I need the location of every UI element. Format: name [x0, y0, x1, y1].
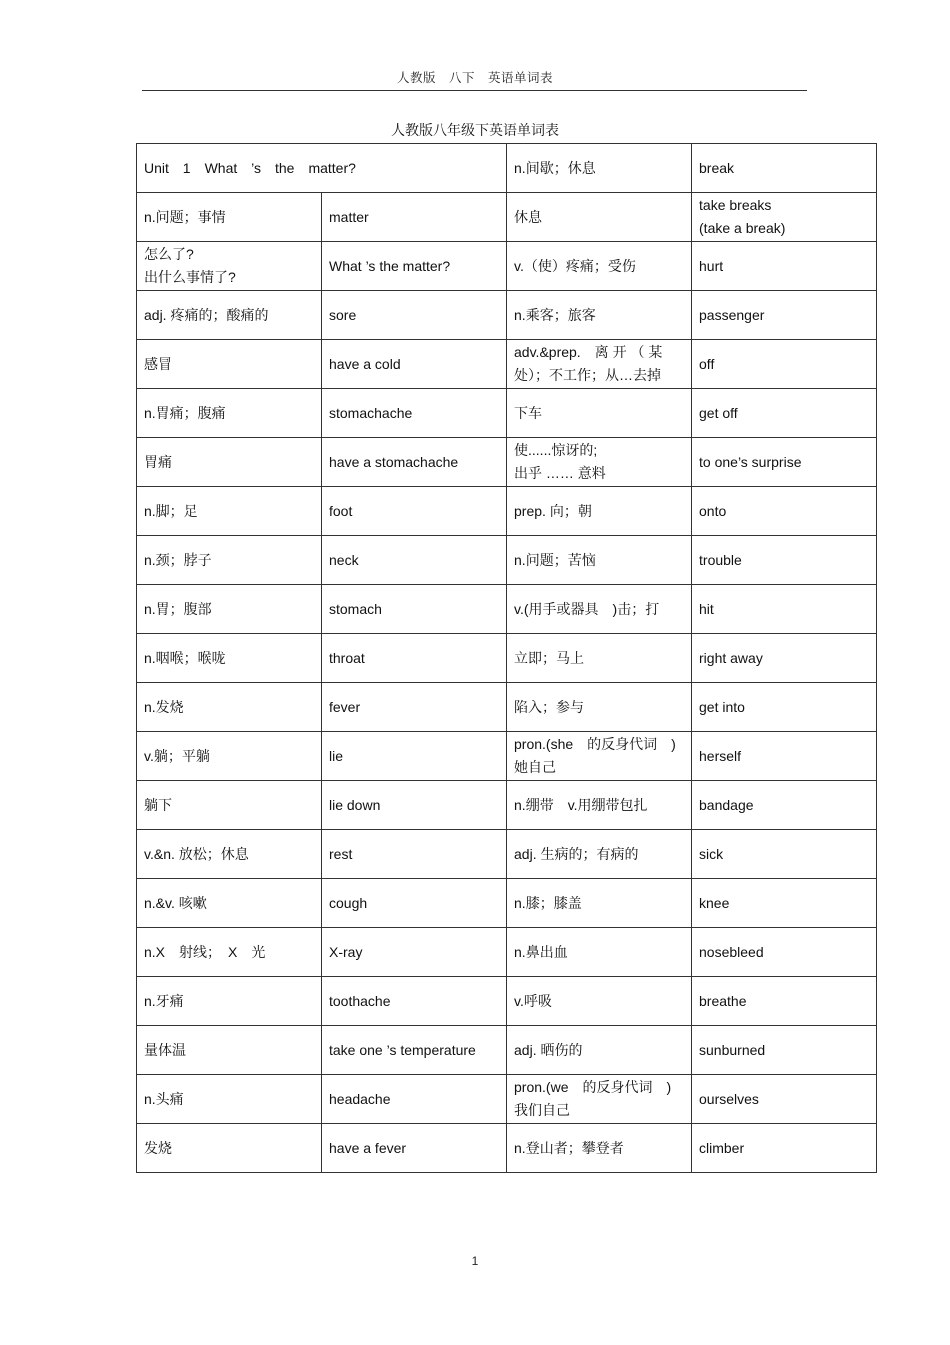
english-word-cell: hurt — [692, 242, 877, 291]
english-word-cell: neck — [322, 536, 507, 585]
chinese-meaning-cell: v.呼吸 — [507, 977, 692, 1026]
chinese-meaning-cell: n.头痛 — [137, 1075, 322, 1124]
english-word-cell: lie — [322, 732, 507, 781]
english-word-cell: toothache — [322, 977, 507, 1026]
english-word-cell: have a cold — [322, 340, 507, 389]
english-word-cell: herself — [692, 732, 877, 781]
chinese-meaning-cell: adj. 疼痛的；酸痛的 — [137, 291, 322, 340]
english-word-cell: headache — [322, 1075, 507, 1124]
chinese-meaning-cell: adj. 生病的；有病的 — [507, 830, 692, 879]
english-word-cell: ourselves — [692, 1075, 877, 1124]
chinese-meaning-cell: n.&v. 咳嗽 — [137, 879, 322, 928]
table-row — [137, 683, 877, 732]
english-word-cell: stomachache — [322, 389, 507, 438]
english-word-cell: hit — [692, 585, 877, 634]
english-word-cell: take breaks (take a break) — [692, 193, 877, 242]
chinese-meaning-cell: n.胃；腹部 — [137, 585, 322, 634]
chinese-meaning-cell: n.咽喉；喉咙 — [137, 634, 322, 683]
english-word-cell: sunburned — [692, 1026, 877, 1075]
english-word-cell: get into — [692, 683, 877, 732]
table-row — [137, 487, 877, 536]
table-row — [137, 977, 877, 1026]
table-row — [137, 781, 877, 830]
chinese-meaning-cell: v.（使）疼痛；受伤 — [507, 242, 692, 291]
english-word-cell: foot — [322, 487, 507, 536]
table-row — [137, 1026, 877, 1075]
chinese-meaning-cell: n.膝；膝盖 — [507, 879, 692, 928]
chinese-meaning-cell: 立即；马上 — [507, 634, 692, 683]
english-word-cell: take one ’s temperature — [322, 1026, 507, 1075]
chinese-meaning-cell: v.&n. 放松；休息 — [137, 830, 322, 879]
chinese-meaning-cell: 下车 — [507, 389, 692, 438]
table-row — [137, 389, 877, 438]
table-row — [137, 242, 877, 291]
english-word-cell: breathe — [692, 977, 877, 1026]
table-row — [137, 928, 877, 977]
english-word-cell: cough — [322, 879, 507, 928]
table-row — [137, 879, 877, 928]
english-word-cell: have a stomachache — [322, 438, 507, 487]
english-word-cell: bandage — [692, 781, 877, 830]
chinese-meaning-cell: 躺下 — [137, 781, 322, 830]
chinese-meaning-cell: n.牙痛 — [137, 977, 322, 1026]
english-word-cell: rest — [322, 830, 507, 879]
header-rule — [142, 90, 807, 91]
chinese-meaning-cell: 胃痛 — [137, 438, 322, 487]
chinese-meaning-cell: 怎么了? 出什么事情了? — [137, 242, 322, 291]
vocabulary-table — [136, 143, 877, 1173]
unit-heading: Unit 1 What ’s the matter? — [137, 144, 507, 193]
chinese-meaning-cell: n.脚；足 — [137, 487, 322, 536]
chinese-meaning-cell: n.乘客；旅客 — [507, 291, 692, 340]
table-row — [137, 585, 877, 634]
table-row — [137, 438, 877, 487]
chinese-meaning-cell: 感冒 — [137, 340, 322, 389]
english-word-cell: sick — [692, 830, 877, 879]
chinese-meaning-cell: 发烧 — [137, 1124, 322, 1173]
english-word-cell: trouble — [692, 536, 877, 585]
chinese-meaning-cell: n.绷带 v.用绷带包扎 — [507, 781, 692, 830]
table-row — [137, 536, 877, 585]
english-word-cell: sore — [322, 291, 507, 340]
chinese-meaning-cell: n.胃痛；腹痛 — [137, 389, 322, 438]
chinese-meaning-cell: n.X 射线； X 光 — [137, 928, 322, 977]
chinese-meaning-cell: v.躺；平躺 — [137, 732, 322, 781]
table-row — [137, 830, 877, 879]
english-word-cell: matter — [322, 193, 507, 242]
english-word-cell: break — [692, 144, 877, 193]
table-row — [137, 1124, 877, 1173]
chinese-meaning-cell: 休息 — [507, 193, 692, 242]
english-word-cell: X-ray — [322, 928, 507, 977]
table-row — [137, 144, 877, 193]
chinese-meaning-cell: n.发烧 — [137, 683, 322, 732]
english-word-cell: right away — [692, 634, 877, 683]
english-word-cell: knee — [692, 879, 877, 928]
chinese-meaning-cell: adv.&prep. 离 开 （ 某处）；不工作；从…去掉 — [507, 340, 692, 389]
chinese-meaning-cell: n.颈；脖子 — [137, 536, 322, 585]
chinese-meaning-cell: n.鼻出血 — [507, 928, 692, 977]
english-word-cell: stomach — [322, 585, 507, 634]
table-row — [137, 291, 877, 340]
table-row — [137, 634, 877, 683]
chinese-meaning-cell: prep. 向；朝 — [507, 487, 692, 536]
chinese-meaning-cell: 量体温 — [137, 1026, 322, 1075]
chinese-meaning-cell: 陷入；参与 — [507, 683, 692, 732]
english-word-cell: nosebleed — [692, 928, 877, 977]
english-word-cell: passenger — [692, 291, 877, 340]
english-word-cell: onto — [692, 487, 877, 536]
chinese-meaning-cell: adj. 晒伤的 — [507, 1026, 692, 1075]
chinese-meaning-cell: pron.(she 的反身代词 ) 她自己 — [507, 732, 692, 781]
english-word-cell: lie down — [322, 781, 507, 830]
table-row — [137, 340, 877, 389]
english-word-cell: to one’s surprise — [692, 438, 877, 487]
chinese-meaning-cell: n.间歇；休息 — [507, 144, 692, 193]
english-word-cell: fever — [322, 683, 507, 732]
english-word-cell: What ’s the matter? — [322, 242, 507, 291]
document-title: 人教版八年级下英语单词表 — [391, 123, 559, 139]
chinese-meaning-cell: n.问题；事情 — [137, 193, 322, 242]
english-word-cell: get off — [692, 389, 877, 438]
english-word-cell: have a fever — [322, 1124, 507, 1173]
english-word-cell: climber — [692, 1124, 877, 1173]
chinese-meaning-cell: pron.(we 的反身代词 ) 我们自己 — [507, 1075, 692, 1124]
chinese-meaning-cell: 使......惊讶的; 出乎 …… 意料 — [507, 438, 692, 487]
english-word-cell: throat — [322, 634, 507, 683]
chinese-meaning-cell: n.问题；苦恼 — [507, 536, 692, 585]
chinese-meaning-cell: v.(用手或器具 )击；打 — [507, 585, 692, 634]
english-word-cell: off — [692, 340, 877, 389]
table-row — [137, 193, 877, 242]
table-row — [137, 732, 877, 781]
running-header: 人教版 八下 英语单词表 — [396, 70, 553, 85]
page-number: 1 — [471, 1254, 479, 1268]
chinese-meaning-cell: n.登山者；攀登者 — [507, 1124, 692, 1173]
table-row — [137, 1075, 877, 1124]
